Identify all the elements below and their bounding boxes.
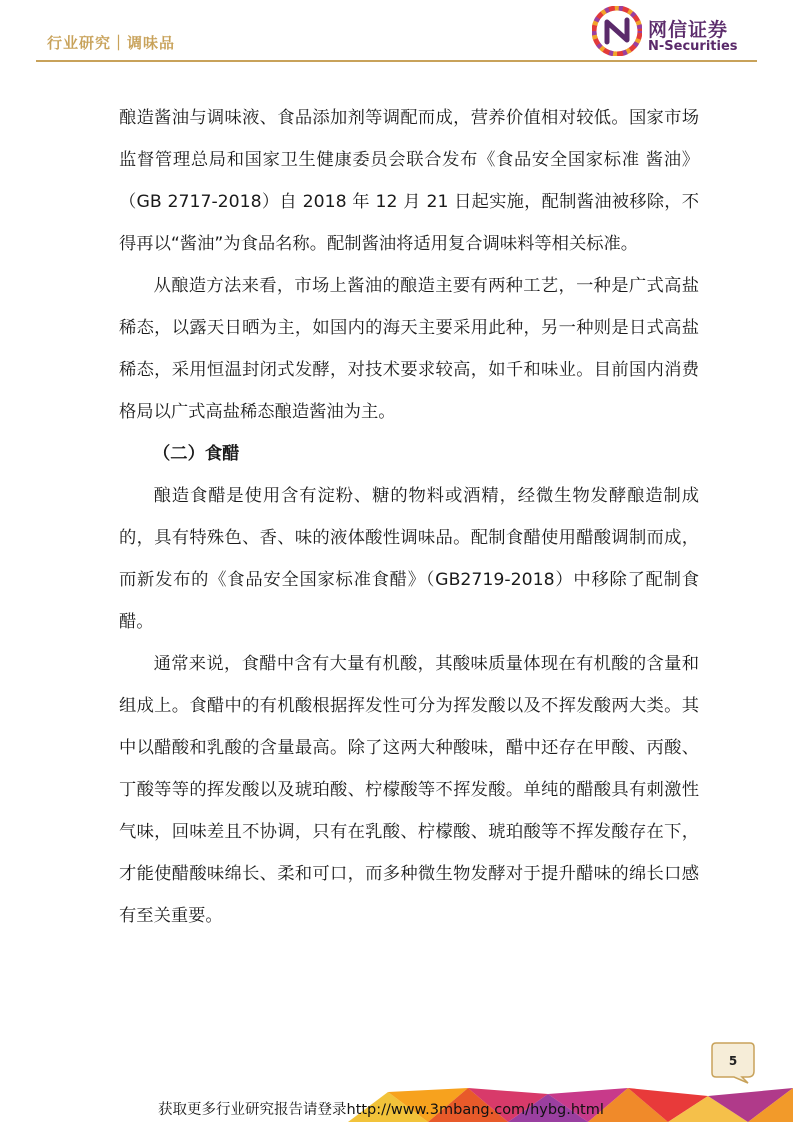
- more-reports-link[interactable]: 获取更多行业研究报告请登录http://www.3mbang.com/hybg.html: [158, 1102, 604, 1118]
- document-body: [119, 97, 699, 937]
- paragraph-organic-acids: 通常来说，食醋中含有大量有机酸，其酸味质量体现在有机酸的含量和组成上。食醋中的有机酸根据挥发性可分为挥发酸以及不挥发酸两大类。其中以醋酸和乳酸的含量最高。除了这两大种酸味，醋中还存在甲酸、丙酸、丁酸等等的挥发酸以及琥珀酸、柠檬酸等不挥发酸。单纯的醋酸具有刺激性气味，回味差且不协调，只有在乳酸、柠檬酸、琥珀酸等不挥发酸存在下，才能使醋酸味绵长、柔和可口，而多种微生物发酵对于提升醋味的绵长口感有至关重要。: [119, 654, 699, 926]
- paragraph-brewing-methods: 从酿造方法来看，市场上酱油的酿造主要有两种工艺，一种是广式高盐稀态，以露天日晒为主，如国内的海天主要采用此种，另一种则是日式高盐稀态，采用恒温封闭式发酵，对技术要求较高，如千和味业。目前国内消费格局以广式高盐稀态酿造酱油为主。: [119, 276, 699, 422]
- n-securities-logo-icon: [592, 6, 642, 56]
- company-logo: [592, 6, 752, 56]
- page-number: 5: [728, 1054, 738, 1068]
- paragraph-soy-sauce-standard: 酿造酱油与调味液、食品添加剂等调配而成，营养价值相对较低。国家市场监督管理总局和国家卫生健康委员会联合发布《食品安全国家标准 酱油》（GB 2717-2018）自 2018 年 12 月 21 日起实施，配制酱油被移除，不得再以“酱油”为食品名称。配制酱油将适用复合调味料等相关标准。: [119, 108, 699, 254]
- paragraph-vinegar-definition: 酿造食醋是使用含有淀粉、糖的物料或酒精，经微生物发酵酿造制成的，具有特殊色、香、味的液体酸性调味品。配制食醋使用醋酸调制而成，而新发布的《食品安全国家标准食醋》（GB2719-2018）中移除了配制食醋。: [119, 486, 699, 632]
- logo-english-name: N-Securities: [648, 39, 738, 54]
- header-category: 行业研究｜调味品: [47, 34, 176, 52]
- page-number-badge: [708, 1041, 758, 1085]
- logo-chinese-name: 网信证券: [648, 19, 729, 41]
- section-heading-vinegar: （二）食醋: [153, 444, 240, 464]
- header-divider: [36, 60, 757, 62]
